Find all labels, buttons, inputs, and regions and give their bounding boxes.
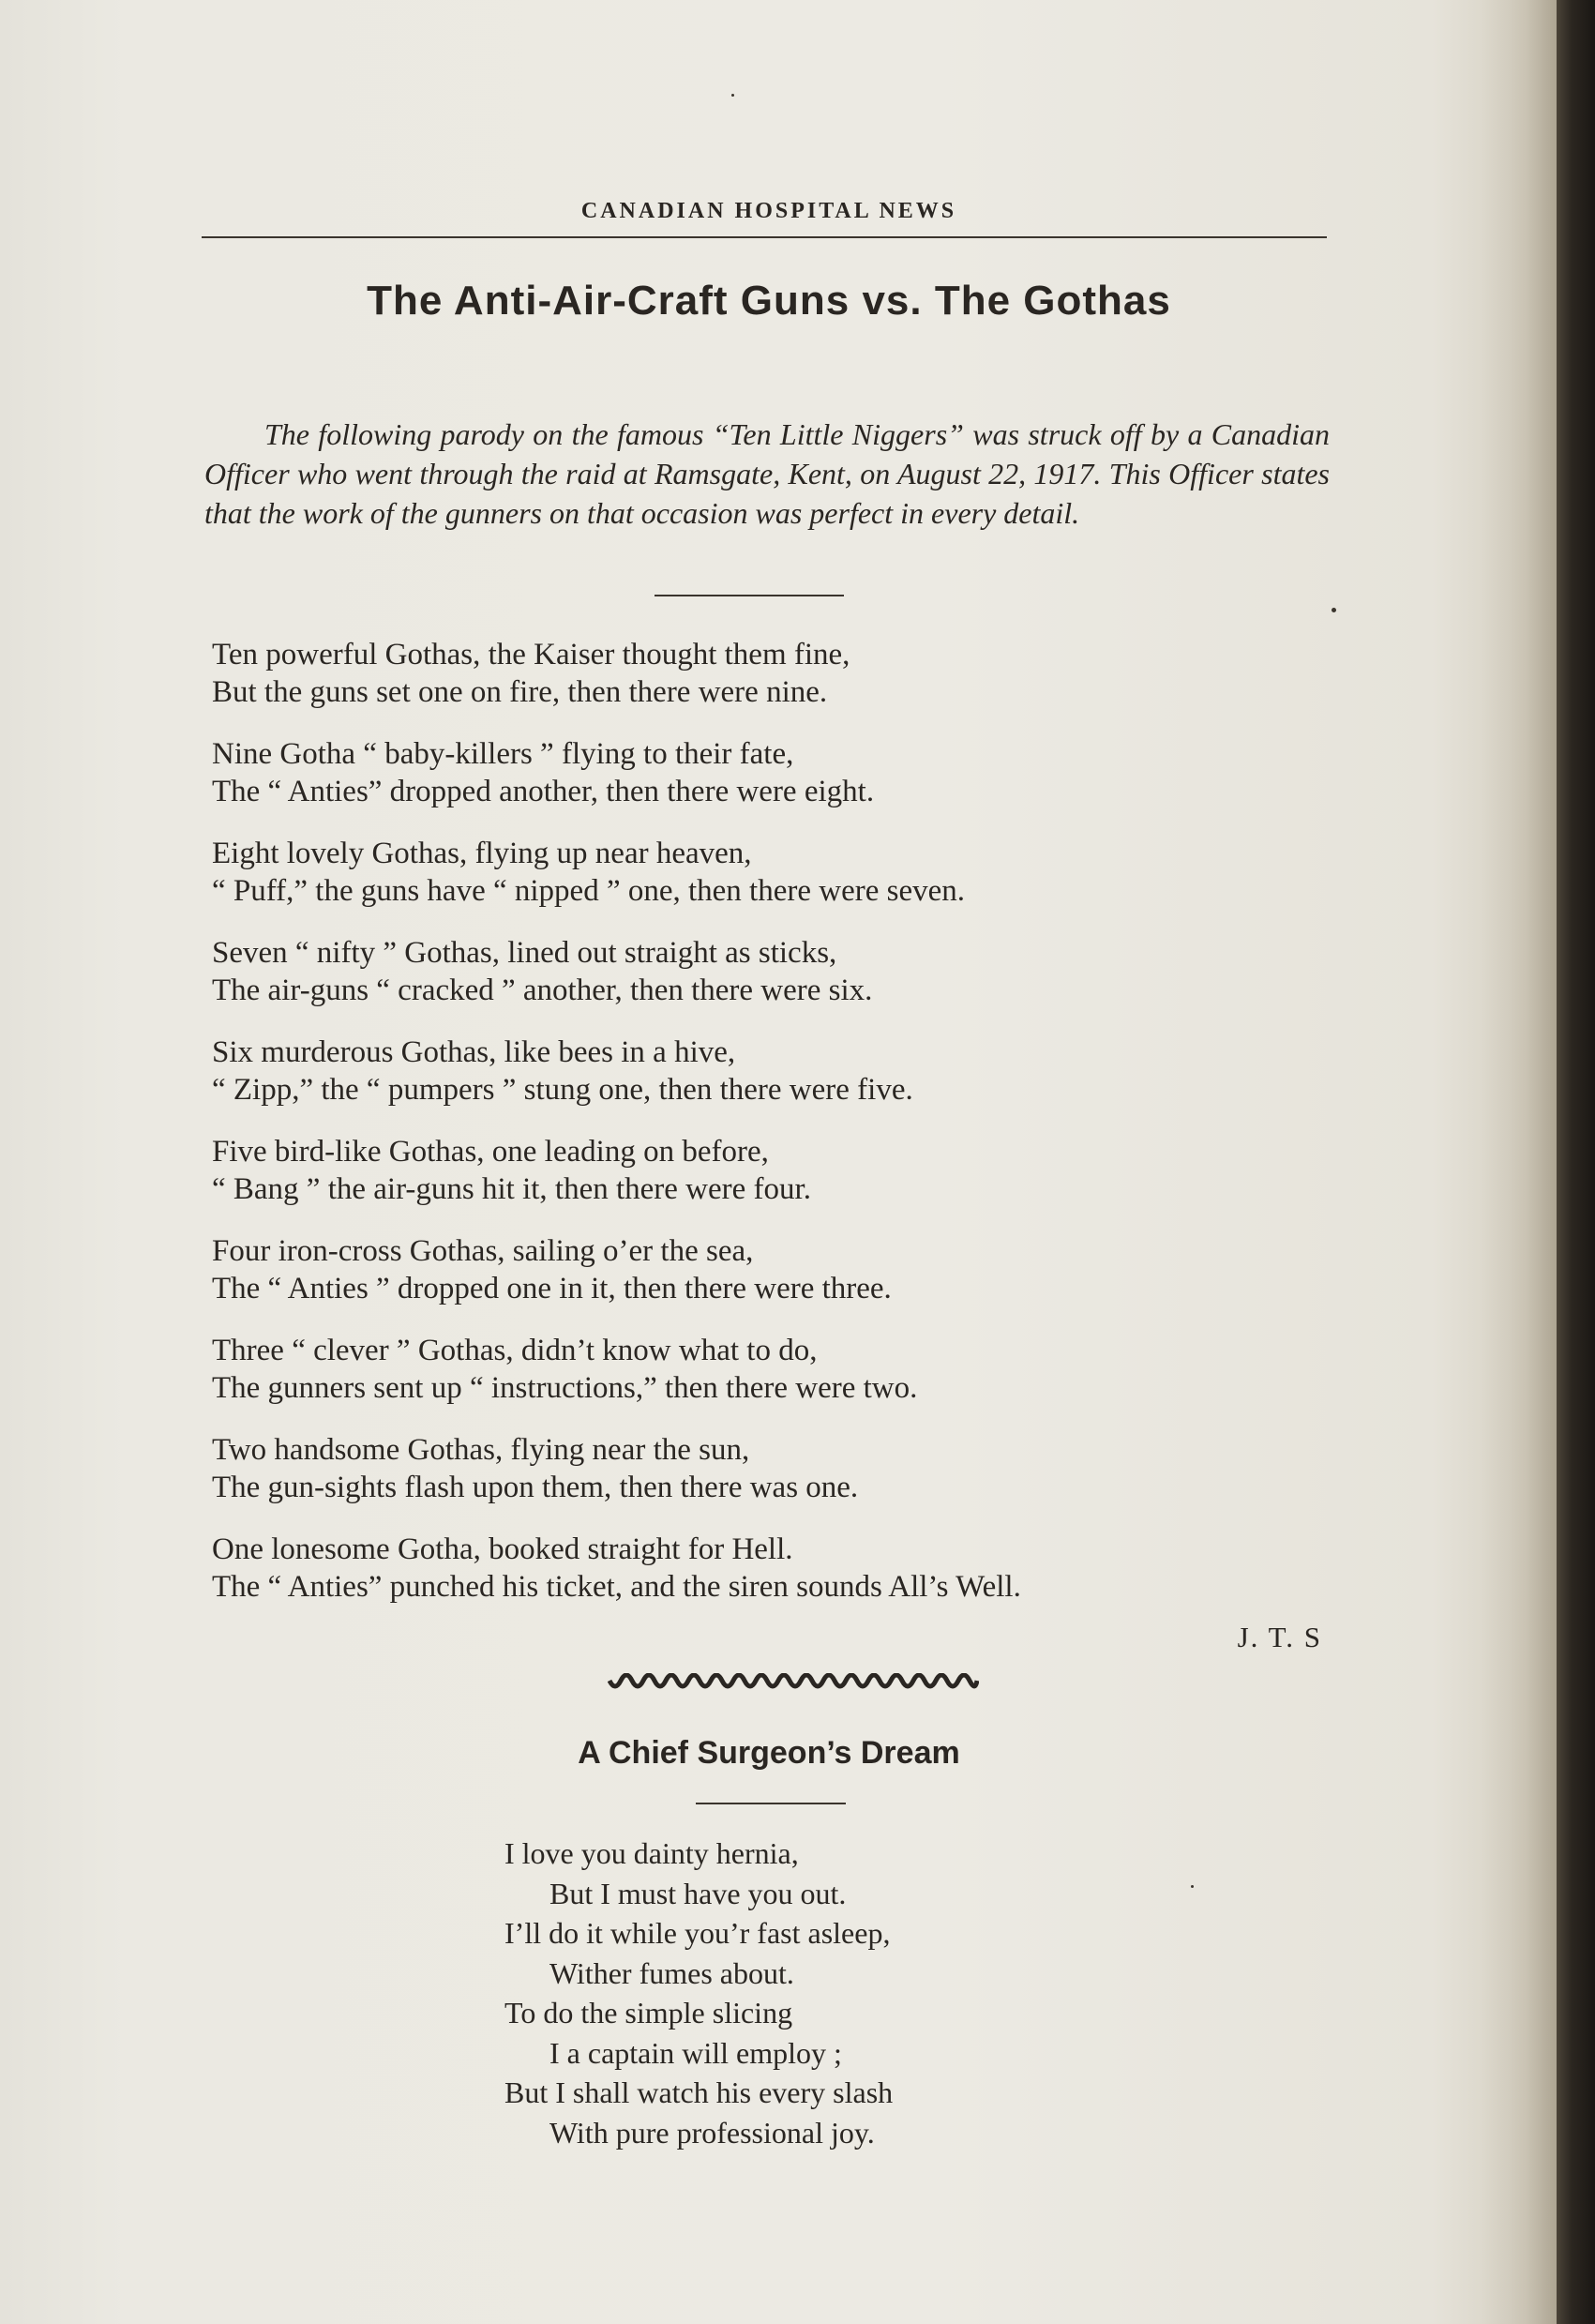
poem-stanza [212,1431,1375,1506]
poem-line: The gun-sights flash upon them, then there was one. [212,1471,859,1504]
poem-stanza [212,1531,1375,1606]
section-divider [696,1803,846,1804]
poem-stanza [212,735,1375,810]
poem-line: The air-guns “ cracked ” another, then there were six. [212,973,873,1007]
poem-line: Eight lovely Gothas, flying up near heaven, [212,837,752,870]
poem-line: The “ Anties ” dropped one in it, then there were three. [212,1272,892,1305]
poem-line: Two handsome Gothas, flying near the sun, [212,1433,750,1467]
header-rule [202,236,1327,238]
poem-line: With pure professional joy. [549,2115,875,2150]
poem-stanza [212,1332,1375,1407]
page-gutter-shadow [1482,0,1557,2324]
poem-line: Ten powerful Gothas, the Kaiser thought them fine, [212,638,850,672]
poem-line: “ Bang ” the air-guns hit it, then there were four. [212,1172,811,1206]
poem-stanza [212,934,1375,1009]
poem-line: Nine Gotha “ baby-killers ” flying to their fate, [212,737,794,771]
poem-line: But I shall watch his every slash [504,2075,894,2109]
poem-line: But I must have you out. [549,1876,847,1910]
section-divider [655,595,844,596]
poem-line: The gunners sent up “ instructions,” then there were two. [212,1371,918,1405]
poem-line: “ Puff,” the guns have “ nipped ” one, then there were seven. [212,874,966,908]
poem-line: I’ll do it while you’r fast asleep, [504,1916,891,1950]
poem-line: I love you dainty hernia, [504,1836,799,1870]
poem-line: One lonesome Gotha, booked straight for Hell. [212,1532,793,1566]
poem-body [212,636,1375,1630]
poem-line: But the guns set one on fire, then there were nine. [212,675,828,709]
book-binding [1557,0,1595,2324]
dream-poem [504,1834,1161,2152]
poem-stanza [212,835,1375,910]
poem-line: The “ Anties” punched his ticket, and the siren sounds All’s Well. [212,1570,1021,1604]
paper-speck [731,94,734,97]
poem-line: The “ Anties” dropped another, then there were eight. [212,775,875,808]
poem-line: To do the simple slicing [504,1996,793,2030]
author-signature: J. T. S [1237,1621,1322,1653]
article-title: The Anti-Air-Craft Guns vs. The Gothas [367,278,1171,324]
section-title: A Chief Surgeon’s Dream [578,1735,960,1771]
intro-paragraph: The following parody on the famous “Ten Little Niggers” was struck off by a Canadian Officer who went through the raid at Ramsgate, Kent, on August 22, 1917. This Officer states that the work of the gunners on that occasion was perfect in every detail. [204,417,1330,530]
poem-stanza [212,1133,1375,1208]
poem-line: Five bird-like Gothas, one leading on before, [212,1135,769,1169]
poem-line: Seven “ nifty ” Gothas, lined out straight as sticks, [212,936,837,970]
wavy-ornament-divider [608,1673,979,1694]
poem-stanza [212,1232,1375,1307]
poem-line: Wither fumes about. [549,1955,794,1990]
poem-line: Four iron-cross Gothas, sailing o’er the sea, [212,1234,754,1268]
running-head: CANADIAN HOSPITAL NEWS [580,199,957,223]
poem-line: “ Zipp,” the “ pumpers ” stung one, then there were five. [212,1073,913,1107]
poem-stanza [212,636,1375,711]
paper-speck [1191,1885,1194,1888]
poem-stanza [212,1034,1375,1109]
paper-speck [1332,608,1336,612]
poem-line: I a captain will employ ; [549,2035,842,2070]
poem-line: Three “ clever ” Gothas, didn’t know what to do, [212,1334,818,1367]
poem-line: Six murderous Gothas, like bees in a hive, [212,1035,736,1069]
